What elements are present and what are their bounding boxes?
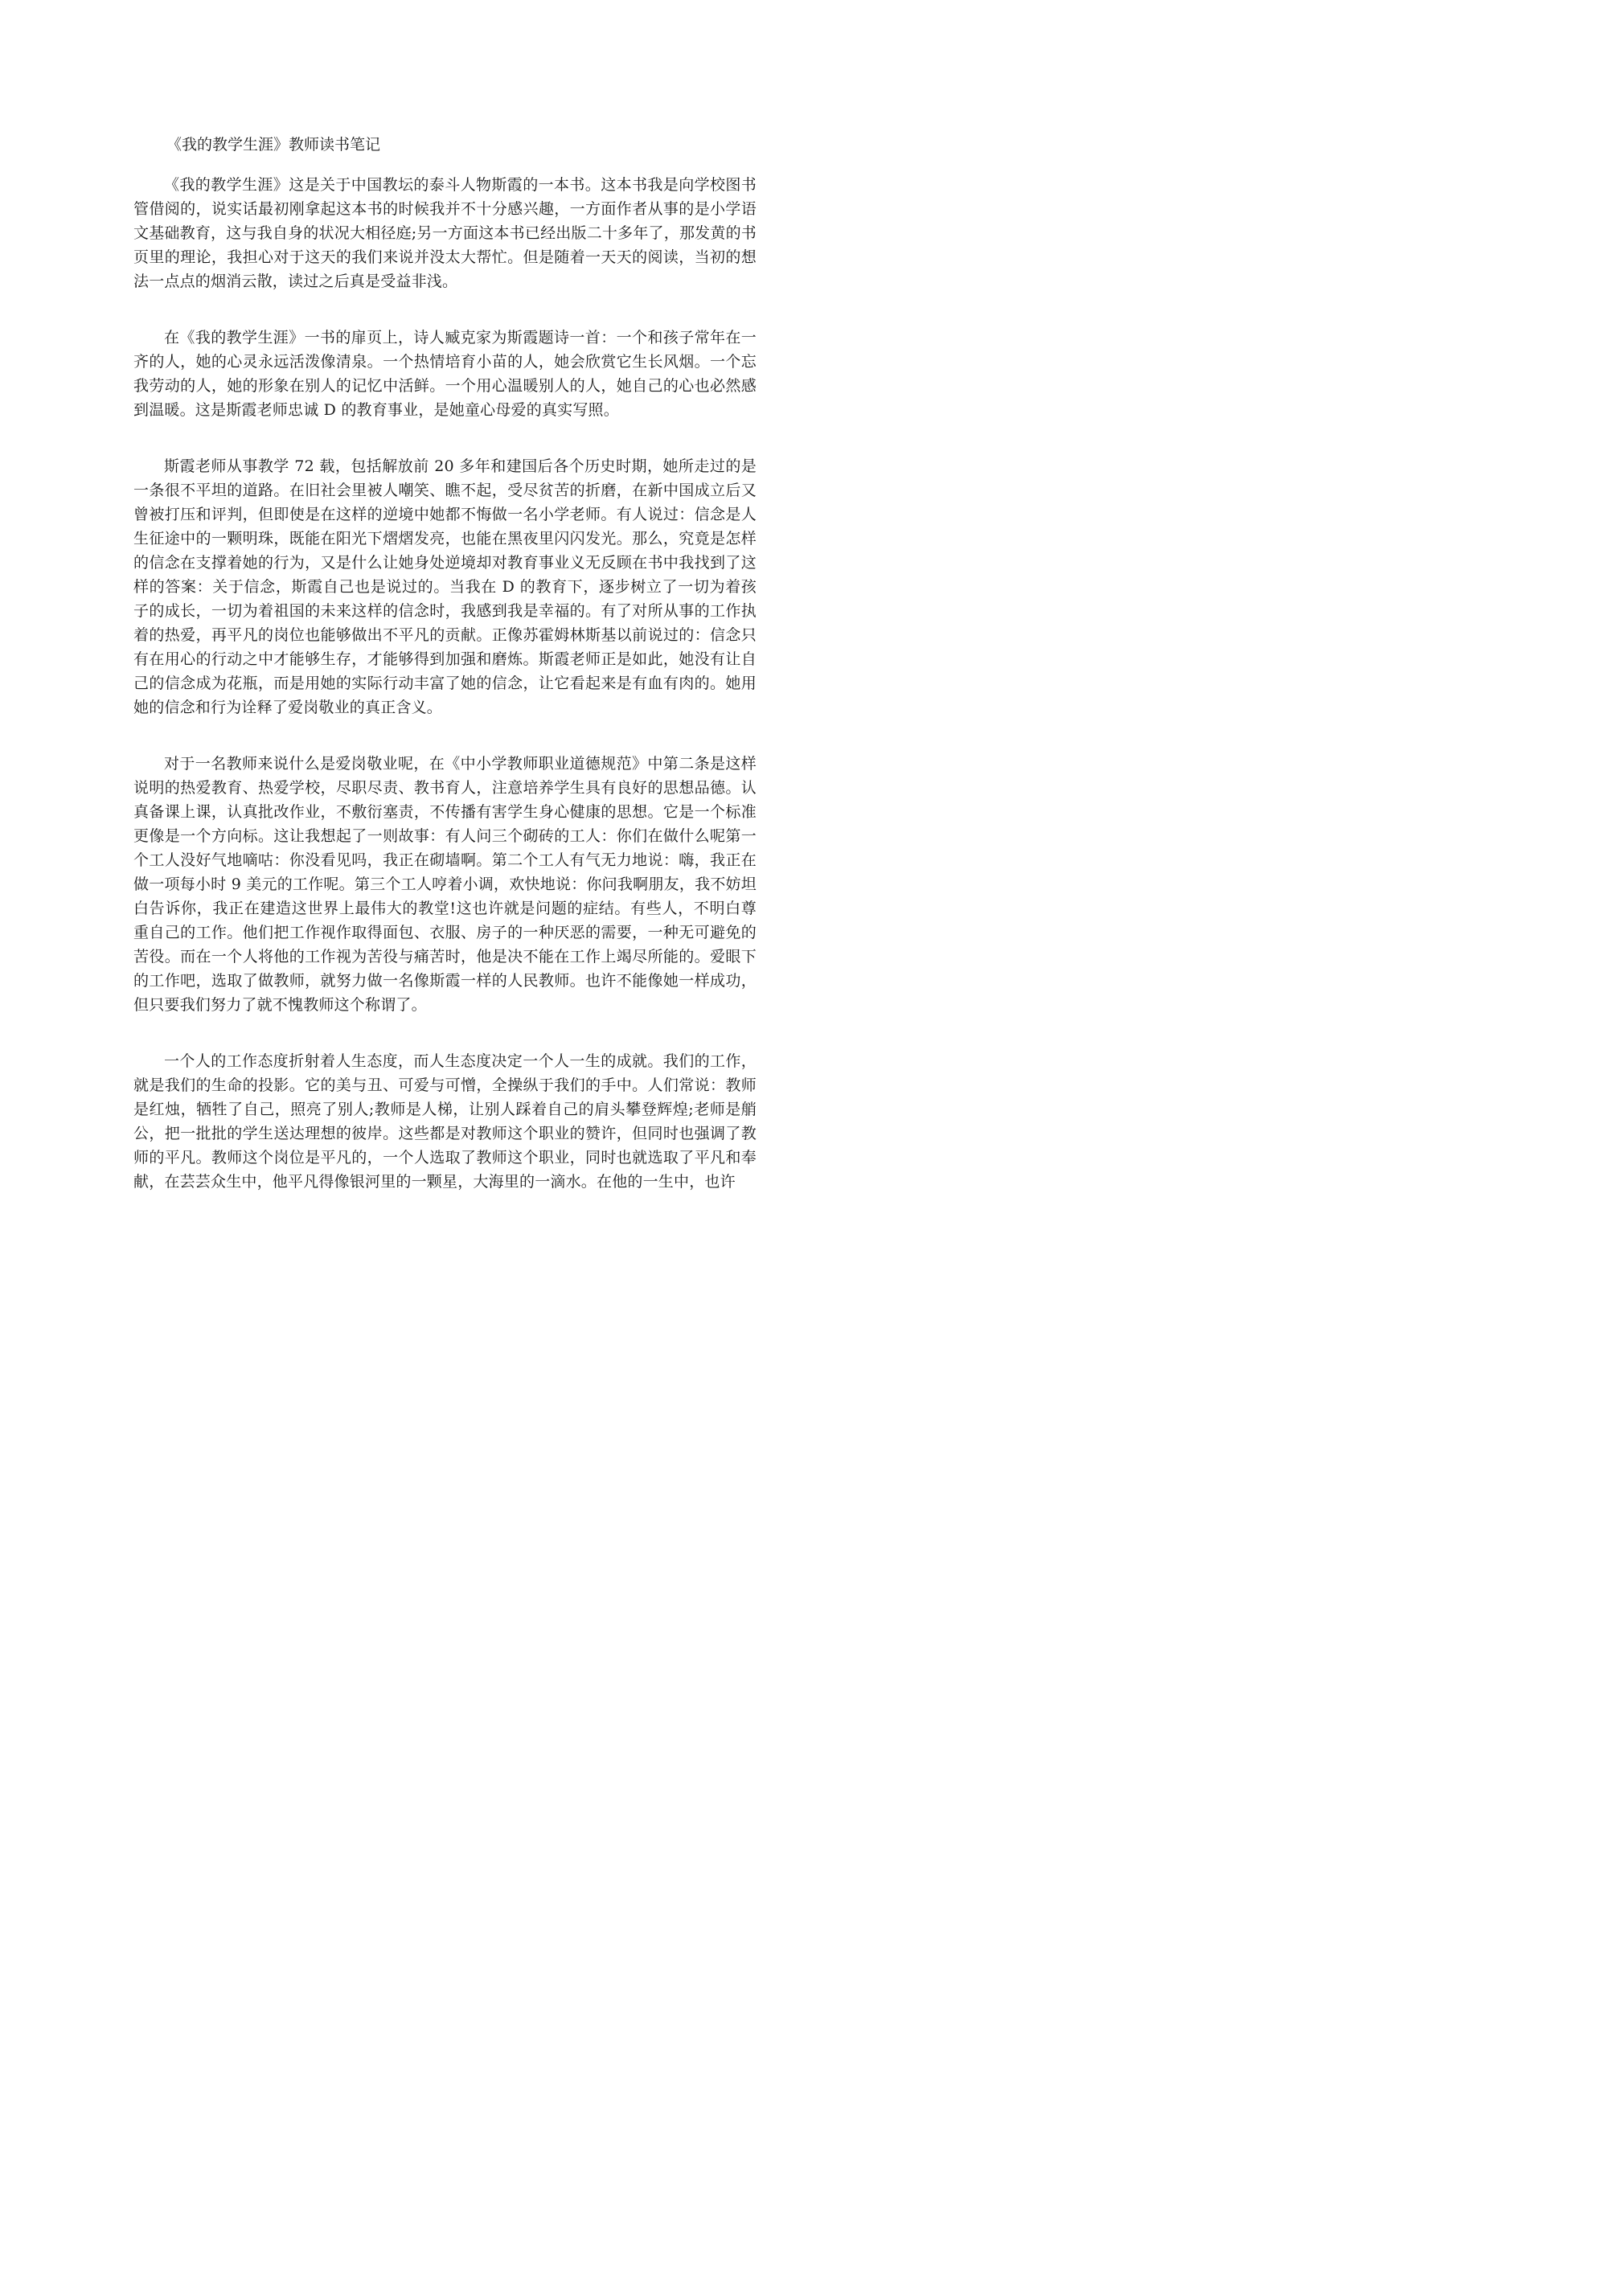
paragraph-dedication: 对于一名教师来说什么是爱岗敬业呢，在《中小学教师职业道德规范》中第二条是这样说明的热爱教育、热爱学校，尽职尽责、教书育人，注意培养学生具有良好的思想品德。认真备课上课，认真批改作业，不敷衍塞责，不传播有害学生身心健康的思想。它是一个标准更像是一个方向标。这让我想起了一则故事：有人问三个砌砖的工人：你们在做什么呢第一个工人没好气地嘀咕：你没看见吗，我正在砌墙啊。第二个工人有气无力地说：嗨，我正在做一项每小时 9 美元的工作呢。第三个工人哼着小调，欢快地说：你问我啊朋友，我不妨坦白告诉你，我正在建造这世界上最伟大的教堂!这也许就是问题的症结。有些人，不明白尊重自己的工作。他们把工作视作取得面包、衣服、房子的一种厌恶的需要，一种无可避免的苦役。而在一个人将他的工作视为苦役与痛苦时，他是决不能在工作上竭尽所能的。爱眼下的工作吧，选取了做教师，就努力做一名像斯霞一样的人民教师。也许不能像她一样成功，但只要我们努力了就不愧教师这个称谓了。 xyxy=(133,755,757,1014)
paragraph-attitude: 一个人的工作态度折射着人生态度，而人生态度决定一个人一生的成就。我们的工作，就是我们的生命的投影。它的美与丑、可爱与可憎，全操纵于我们的手中。人们常说：教师是红烛，牺牲了自己，照亮了别人;教师是人梯，让别人踩着自己的肩头攀登辉煌;老师是艄公，把一批批的学生送达理想的彼岸。这些都是对教师这个职业的赞许，但同时也强调了教师的平凡。教师这个岗位是平凡的，一个人选取了教师这个职业，同时也就选取了平凡和奉献，在芸芸众生中，他平凡得像银河里的一颗星，大海里的一滴水。在他的一生中，也许 xyxy=(133,1052,757,1191)
document-body xyxy=(133,173,757,1226)
paragraph-poem: 在《我的教学生涯》一书的扉页上，诗人臧克家为斯霞题诗一首：一个和孩子常年在一齐的人，她的心灵永远活泼像清泉。一个热情培育小苗的人，她会欣赏它生长风烟。一个忘我劳动的人，她的形象在别人的记忆中活鲜。一个用心温暖别人的人，她自己的心也必然感到温暖。这是斯霞老师忠诚 D 的教育事业，是她童心母爱的真实写照。 xyxy=(133,329,757,419)
document-title: 《我的教学生涯》教师读书笔记 xyxy=(166,136,381,154)
paragraph-intro: 《我的教学生涯》这是关于中国教坛的泰斗人物斯霞的一本书。这本书我是向学校图书管借阅的，说实话最初刚拿起这本书的时候我并不十分感兴趣，一方面作者从事的是小学语文基础教育，这与我自身的状况大相径庭;另一方面这本书已经出版二十多年了，那发黄的书页里的理论，我担心对于这天的我们来说并没太大帮忙。但是随着一天天的阅读，当初的想法一点点的烟消云散，读过之后真是受益非浅。 xyxy=(133,176,757,290)
document-page xyxy=(0,0,886,1253)
paragraph-belief: 斯霞老师从事教学 72 载，包括解放前 20 多年和建国后各个历史时期，她所走过的是一条很不平坦的道路。在旧社会里被人嘲笑、瞧不起，受尽贫苦的折磨，在新中国成立后又曾被打压和评判，但即使是在这样的逆境中她都不悔做一名小学老师。有人说过：信念是人生征途中的一颗明珠，既能在阳光下熠熠发亮，也能在黑夜里闪闪发光。那么，究竟是怎样的信念在支撑着她的行为，又是什么让她身处逆境却对教育事业义无反顾在书中我找到了这样的答案：关于信念，斯霞自己也是说过的。当我在 D 的教育下，逐步树立了一切为着孩子的成长，一切为着祖国的未来这样的信念时，我感到我是幸福的。有了对所从事的工作执着的热爱，再平凡的岗位也能够做出不平凡的贡献。正像苏霍姆林斯基以前说过的：信念只有在用心的行动之中才能够生存，才能够得到加强和磨炼。斯霞老师正是如此，她没有让自己的信念成为花瓶，而是用她的实际行动丰富了她的信念，让它看起来是有血有肉的。她用她的信念和行为诠释了爱岗敬业的真正含义。 xyxy=(133,457,757,716)
